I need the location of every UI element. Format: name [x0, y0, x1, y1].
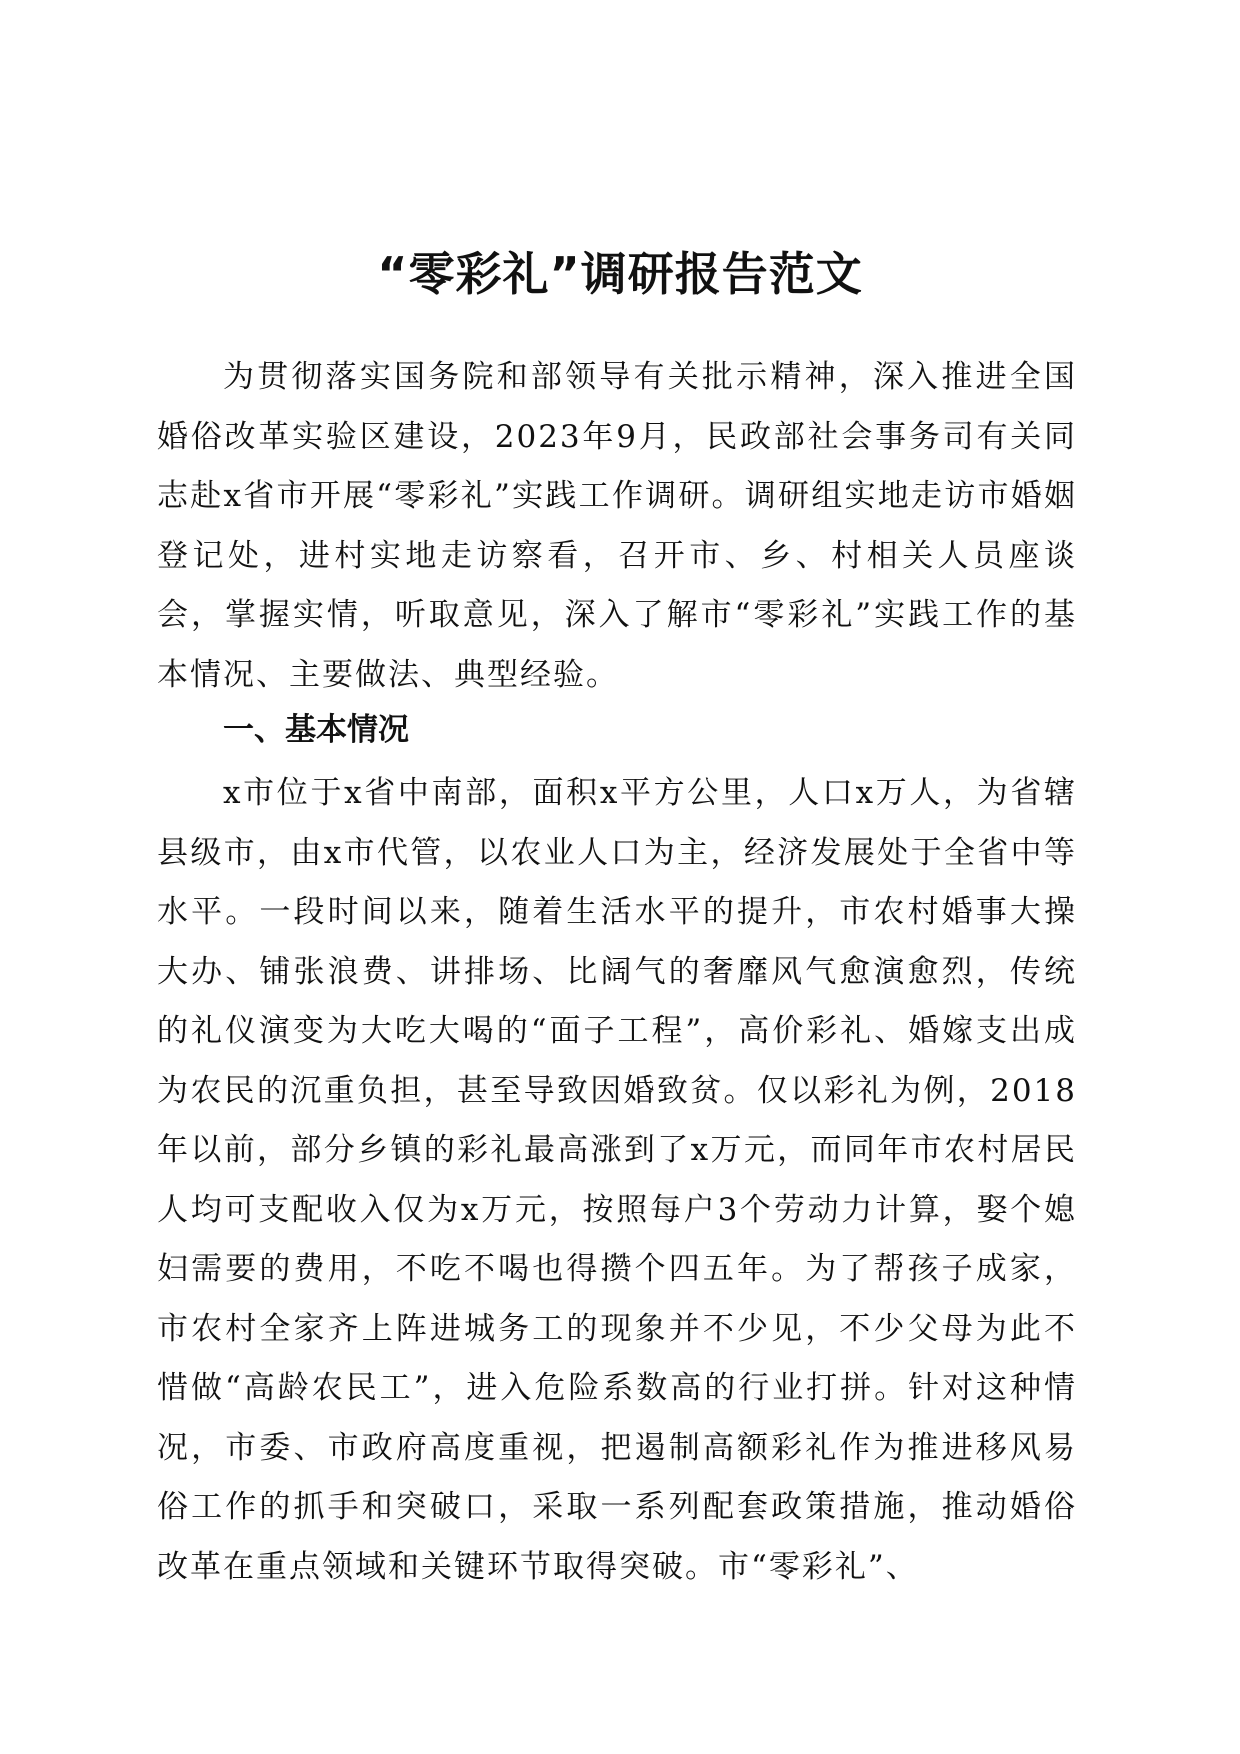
- paragraph-intro: 为贯彻落实国务院和部领导有关批示精神，深入推进全国婚俗改革实验区建设，2023年9月，民政部社会事务司有关同志赴x省市开展“零彩礼”实践工作调研。调研组实地走访市婚姻登记处，进村实地走访察看，召开市、乡、村相关人员座谈会，掌握实情，听取意见，深入了解市“零彩礼”实践工作的基本情况、主要做法、典型经验。: [157, 359, 1077, 693]
- document-title: “零彩礼”调研报告范文: [377, 247, 863, 301]
- paragraph-basic-situation: x市位于x省中南部，面积x平方公里，人口x万人，为省辖县级市，由x市代管，以农业人口为主，经济发展处于全省中等水平。一段时间以来，随着生活水平的提升，市农村婚事大操大办、铺张浪费、讲排场、比阔气的奢靡风气愈演愈烈，传统的礼仪演变为大吃大喝的“面子工程”，高价彩礼、婚嫁支出成为农民的沉重负担，甚至导致因婚致贫。仅以彩礼为例，2018年以前，部分乡镇的彩礼最高涨到了x万元，而同年市农村居民人均可支配收入仅为x万元，按照每户3个劳动力计算，娶个媳妇需要的费用，不吃不喝也得攒个四五年。为了帮孩子成家，市农村全家齐上阵进城务工的现象并不少见，不少父母为此不惜做“高龄农民工”，进入危险系数高的行业打拼。针对这种情况，市委、市政府高度重视，把遏制高额彩礼作为推进移风易俗工作的抓手和突破口，采取一系列配套政策措施，推动婚俗改革在重点领域和关键环节取得突破。市“零彩礼”、: [157, 775, 1077, 1585]
- section-heading-basic-situation: 一、基本情况: [223, 712, 409, 748]
